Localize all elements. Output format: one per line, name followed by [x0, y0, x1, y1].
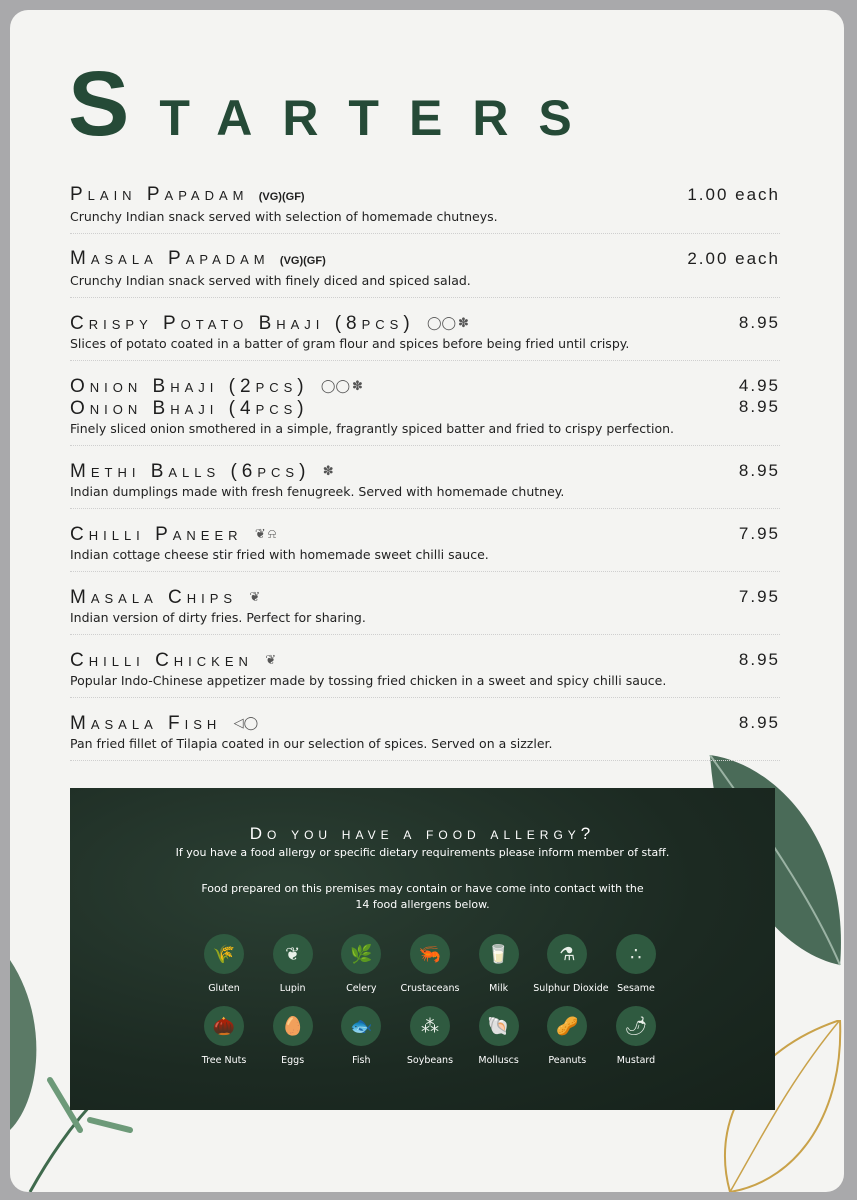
- menu-item: [70, 710, 780, 761]
- allergen-item: [327, 934, 395, 994]
- allergen-label: Soybeans: [406, 1055, 454, 1066]
- page-title: Starters: [68, 53, 602, 155]
- allergen-grid: [190, 934, 670, 1066]
- allergen-item: [327, 1006, 395, 1066]
- allergen-row: [190, 1006, 670, 1066]
- dietary-tag: (VG)(GF): [279, 255, 326, 267]
- item-name: Plain Papadam (VG)(GF): [70, 184, 305, 205]
- lupin-icon: ❦: [265, 652, 277, 667]
- gluten-icon: ✽: [322, 463, 334, 478]
- allergen-item: [602, 934, 670, 994]
- item-price: 1.00 each: [687, 185, 780, 204]
- fish-icon: ◁◯: [233, 715, 259, 730]
- item-description: Popular Indo-Chinese appetizer made by tossing fried chicken in a sweet and spicy chilli sauce.: [70, 673, 667, 688]
- allergen-label: Crustaceans: [400, 983, 460, 994]
- allergen-item: [602, 1006, 670, 1066]
- item-price: 8.95: [738, 650, 780, 669]
- item-name: Onion Bhaji (2pcs) ◯◯ ✽: [70, 376, 363, 397]
- allergen-item: [259, 1006, 327, 1066]
- crustaceans-icon: 🦐: [410, 934, 450, 974]
- allergen-row: [190, 934, 670, 994]
- item-name: Masala Chips ❦: [70, 587, 261, 608]
- item-name: Methi Balls (6pcs) ✽: [70, 461, 334, 482]
- allergen-label: Molluscs: [478, 1055, 519, 1066]
- item-name: Crispy Potato Bhaji (8pcs) ◯◯ ✽: [70, 313, 469, 334]
- item-price: 8.95: [738, 461, 780, 480]
- allergen-label: Lupin: [279, 983, 306, 994]
- allergen-label: Fish: [352, 1055, 371, 1066]
- menu-item: [70, 373, 780, 446]
- allergen-disclaimer: Food prepared on this premises may contain or have come into contact with the 14 food allergens below.: [201, 882, 644, 911]
- allergy-heading: Do you have a food allergy?: [249, 824, 596, 843]
- allergen-item: [465, 1006, 533, 1066]
- allergy-notice: If you have a food allergy or specific dietary requirements please inform member of staff.: [175, 846, 670, 859]
- menu-item: [70, 310, 780, 361]
- allergen-item: [259, 934, 327, 994]
- allergen-label: Milk: [489, 983, 509, 994]
- sesame-icon: ∴: [616, 934, 656, 974]
- item-price: 7.95: [738, 524, 780, 543]
- item-description: Pan fried fillet of Tilapia coated in our selection of spices. Served on a sizzler.: [70, 736, 553, 751]
- menu-item: [70, 647, 780, 698]
- peanuts-icon: 🥜: [547, 1006, 587, 1046]
- item-name: Chilli Paneer ❦ ⍾: [70, 524, 277, 545]
- celery-icon: 🌿: [341, 934, 381, 974]
- fish-icon: 🐟: [341, 1006, 381, 1046]
- gluten-icon: ✽: [352, 378, 363, 393]
- allergen-label: Celery: [346, 983, 377, 994]
- gluten-icon: ✽: [458, 315, 469, 330]
- allergy-panel: [70, 788, 775, 1110]
- item-price: 8.95: [738, 713, 780, 732]
- menu-item: [70, 584, 780, 635]
- item-name: Onion Bhaji (4pcs): [70, 398, 309, 419]
- lupin-icon: ❦: [254, 526, 266, 541]
- item-name: Chilli Chicken ❦: [70, 650, 277, 671]
- tree-nuts-icon: 🌰: [204, 1006, 244, 1046]
- allergen-item: [190, 1006, 258, 1066]
- item-name: Masala Fish ◁◯: [70, 713, 259, 734]
- item-description: Slices of potato coated in a batter of gram flour and spices before being fried until crispy.: [70, 336, 630, 351]
- dietary-tag: (VG)(GF): [258, 191, 305, 203]
- item-description: Indian cottage cheese stir fried with homemade sweet chilli sauce.: [70, 547, 489, 562]
- menu-item: [70, 458, 780, 509]
- item-price: 7.95: [738, 587, 780, 606]
- mustard-icon: 🌶: [616, 1006, 656, 1046]
- item-price: 8.95: [738, 313, 780, 332]
- item-price: 2.00 each: [687, 249, 780, 268]
- allergen-item: [396, 934, 464, 994]
- gluten-icon: 🌾: [204, 934, 244, 974]
- menu-items-list: [70, 182, 780, 761]
- item-description: Indian version of dirty fries. Perfect for sharing.: [70, 610, 366, 625]
- milk-icon: ⍾: [267, 526, 277, 541]
- menu-item: [70, 521, 780, 572]
- molluscs-icon: 🐚: [479, 1006, 519, 1046]
- item-description: Finely sliced onion smothered in a simple, fragrantly spiced batter and fried to crispy perfection.: [70, 421, 675, 436]
- lupin-icon: ❦: [273, 934, 313, 974]
- item-description: Crunchy Indian snack served with finely diced and spiced salad.: [70, 273, 471, 288]
- menu-page: [10, 10, 844, 1192]
- eggs-icon: 🥚: [273, 1006, 313, 1046]
- allergen-label: Mustard: [616, 1055, 656, 1066]
- allergen-label: Gluten: [208, 983, 240, 994]
- menu-item: [70, 246, 780, 298]
- soybeans-icon: ⁂: [410, 1006, 450, 1046]
- milk-icon: 🥛: [479, 934, 519, 974]
- item-name: Masala Papadam (VG)(GF): [70, 248, 326, 269]
- egg-icon: ◯◯: [320, 378, 351, 393]
- allergen-item: [190, 934, 258, 994]
- item-price: 4.95 8.95: [738, 376, 780, 416]
- lupin-icon: ❦: [249, 589, 261, 604]
- allergen-item: [533, 1006, 601, 1066]
- sulphur-dioxide-icon: ⚗: [547, 934, 587, 974]
- allergen-label: Sulphur Dioxide: [533, 983, 609, 994]
- allergen-item: [533, 934, 609, 994]
- item-description: Crunchy Indian snack served with selection of homemade chutneys.: [70, 209, 498, 224]
- item-description: Indian dumplings made with fresh fenugreek. Served with homemade chutney.: [70, 484, 565, 499]
- allergen-item: [396, 1006, 464, 1066]
- allergen-item: [465, 934, 533, 994]
- menu-item: [70, 182, 780, 234]
- allergen-label: Peanuts: [548, 1055, 587, 1066]
- allergen-label: Sesame: [617, 983, 655, 994]
- allergen-label: Tree Nuts: [201, 1055, 247, 1066]
- allergen-label: Eggs: [281, 1055, 305, 1066]
- egg-icon: ◯◯: [426, 315, 457, 330]
